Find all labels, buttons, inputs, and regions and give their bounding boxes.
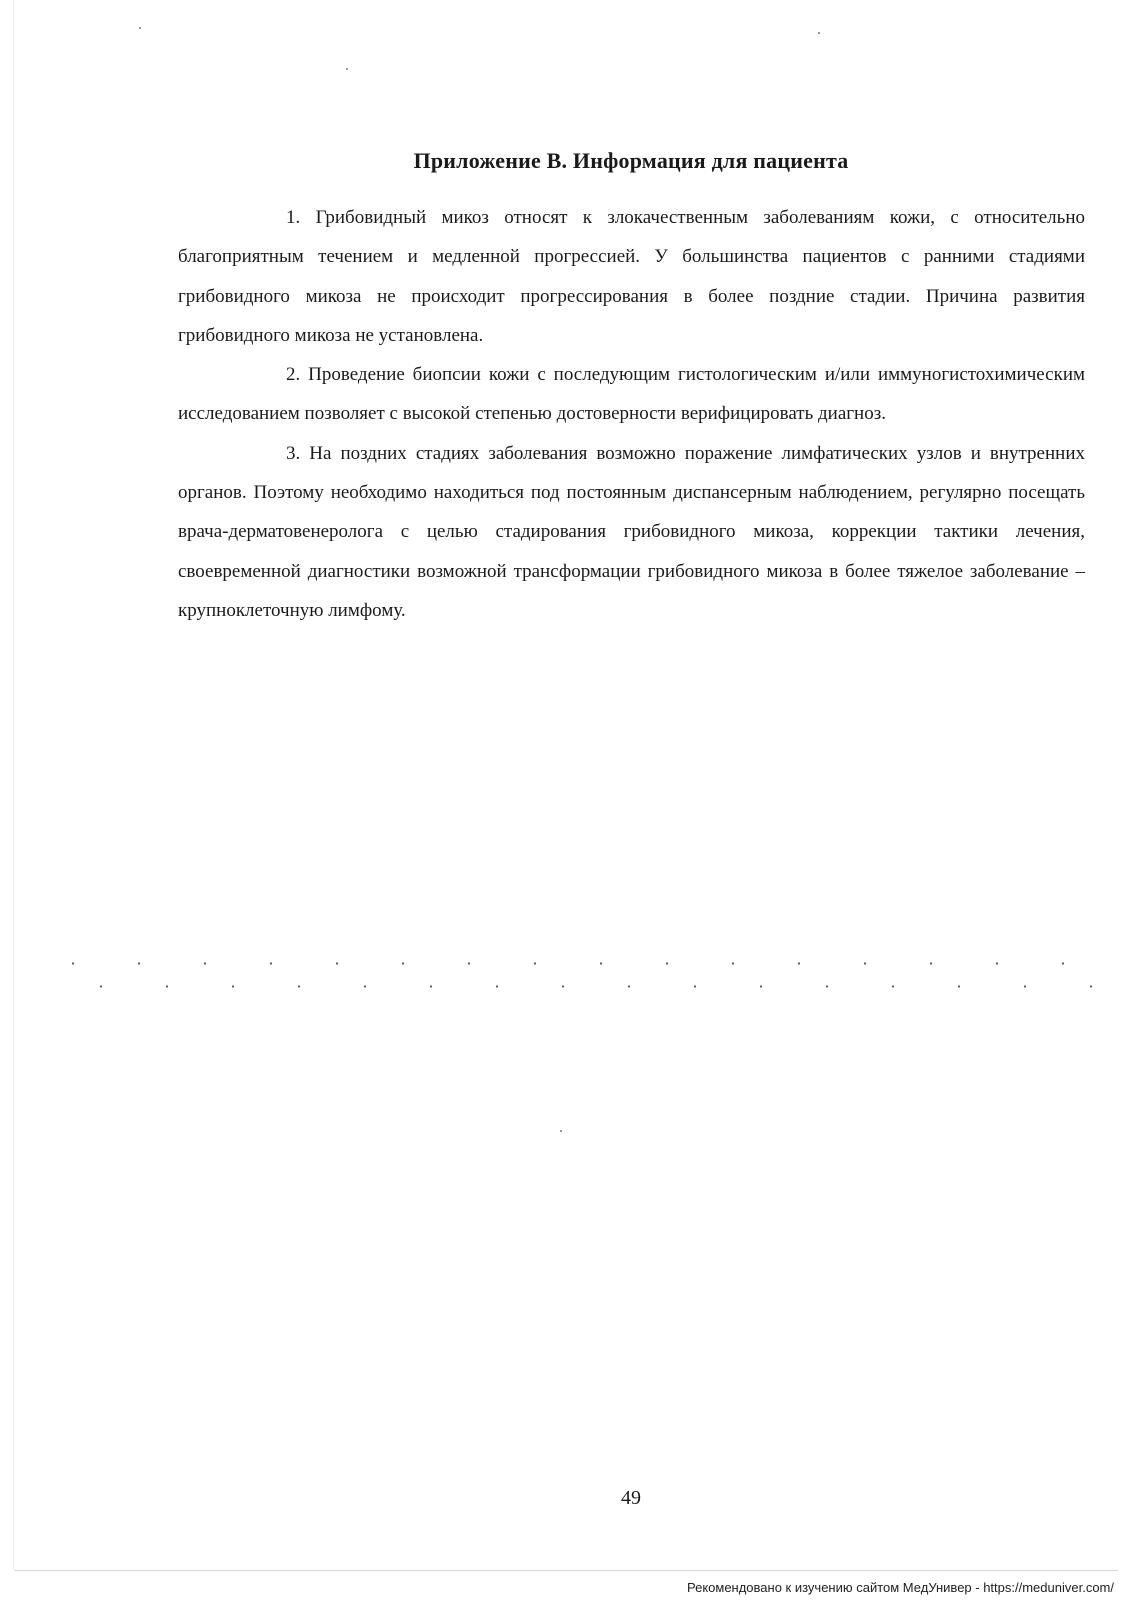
- scan-speck: [818, 32, 820, 34]
- paragraph: [178, 355, 1085, 434]
- scan-speck: [560, 1130, 562, 1132]
- paragraph-text: Грибовидный микоз относят к злокачественным заболеваниям кожи, с относительно благоприятным течением и медленной прогрессией. У большинства пациентов с ранними стадиями грибовидного микоза не происходит прогрессирования в более поздние стадии. Причина развития грибовидного микоза не установлена.: [178, 207, 1085, 346]
- paragraph: [178, 434, 1085, 630]
- footer-watermark-note: Рекомендовано к изучению сайтом МедУнивер - https://meduniver.com/: [686, 1580, 1114, 1595]
- scan-dots-row: [40, 962, 1090, 965]
- paragraph: [178, 198, 1085, 355]
- scan-dots-row: [48, 985, 1098, 988]
- paragraph-text: Проведение биопсии кожи с последующим гистологическим и/или иммуногистохимическим исследованием позволяет с высокой степенью достоверности верифицировать диагноз.: [178, 364, 1086, 425]
- page-title: Приложение В. Информация для пациента: [413, 147, 849, 173]
- paragraph-number: 1.: [286, 207, 301, 228]
- scan-speck: [139, 27, 141, 29]
- paragraph-number: 2.: [286, 364, 301, 386]
- scan-speck: [346, 68, 348, 70]
- paragraph-text: На поздних стадиях заболевания возможно поражение лимфатических узлов и внутренних органов. Поэтому необходимо находиться под постоянным диспансерным наблюдением, регулярно посещать врача-дерматовенеролога с целью стадирования грибовидного микоза, коррекции тактики лечения, своевременной диагностики возможной трансформации грибовидного микоза в более тяжелое заболевание – крупноклеточную лимфому.: [178, 442, 1085, 621]
- page-number: 49: [621, 1487, 641, 1509]
- bottom-divider: [14, 1570, 1118, 1571]
- paragraph-number: 3.: [286, 442, 301, 464]
- document-body: [178, 198, 1085, 630]
- scan-edge: [13, 0, 14, 1570]
